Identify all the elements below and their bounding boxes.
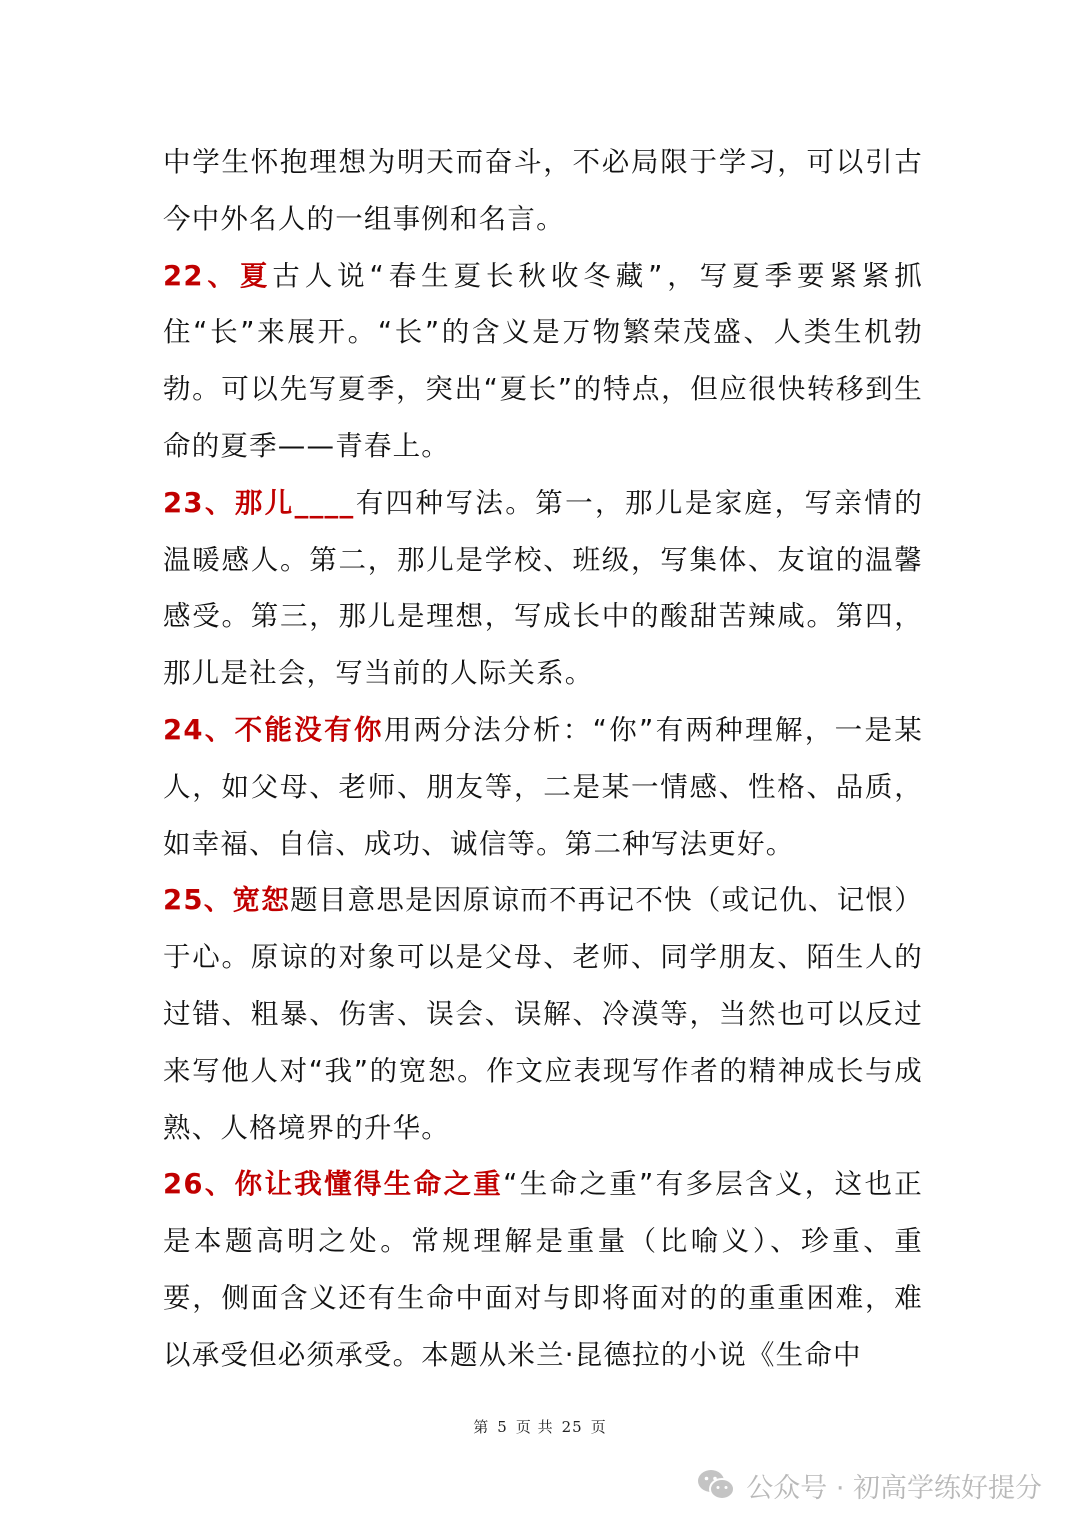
- paragraph-text: 题目意思是因原谅而不再记不快（或记仇、记恨）于心。原谅的对象可以是父母、老师、同学朋友、陌生人的过错、粗暴、伤害、误会、误解、冷漠等，当然也可以反过来写他人对“我”的宽恕。作文应表现写作者的精神成长与成熟、人格境界的升华。: [163, 884, 923, 1144]
- wechat-watermark: [696, 1463, 1042, 1507]
- item-number: 25、: [163, 884, 233, 917]
- page-number: 5: [497, 1418, 508, 1436]
- paragraph: [163, 872, 923, 1156]
- paragraph: [163, 134, 923, 248]
- paragraph-text: “生命之重”有多层含义，这也正是本题高明之处。常规理解是重量（比喻义）、珍重、重要，侧面含义还有生命中面对与即将面对的的重重困难，难以承受但必须承受。本题从米兰·昆德拉的小说《生命中: [163, 1168, 923, 1371]
- item-keyword: 宽恕: [232, 884, 291, 917]
- item-number: 24、: [163, 713, 235, 746]
- paragraph-text: 有四种写法。第一，那儿是家庭，写亲情的温暖感人。第二，那儿是学校、班级，写集体、友谊的温馨感受。第三，那儿是理想，写成长中的酸甜苦辣咸。第四，那儿是社会，写当前的人际关系。: [163, 486, 923, 690]
- item-keyword: 不能没有你: [234, 713, 384, 746]
- item-keyword: 那儿: [234, 486, 295, 519]
- item-number: 22、: [163, 259, 240, 292]
- paragraph: [163, 248, 923, 475]
- total-pages: 25: [561, 1418, 583, 1436]
- paragraph: [163, 1156, 923, 1383]
- paragraph: [163, 475, 923, 702]
- item-number: 23、: [163, 486, 235, 519]
- paragraph-text: 古人说“春生夏长秋收冬藏”，写夏季要紧紧抓住“长”来展开。“长”的含义是万物繁荣茂盛、人类生机勃勃。可以先写夏季，突出“夏长”的特点，但应很快转移到生命的夏季——青春上。: [163, 259, 923, 462]
- footer-mid: 页 共: [515, 1418, 554, 1436]
- footer-prefix: 第: [473, 1418, 490, 1436]
- paragraph-text: 用两分法分析：“你”有两种理解，一是某人，如父母、老师、朋友等，二是某一情感、性格、品质，如幸福、自信、成功、诚信等。第二种写法更好。: [163, 713, 924, 860]
- paragraph-text: 中学生怀抱理想为明天而奋斗，不必局限于学习，可以引古今中外名人的一组事例和名言。: [163, 146, 923, 235]
- paragraph: [163, 702, 923, 872]
- footer-suffix: 页: [590, 1418, 607, 1436]
- item-keyword: 你让我懂得生命之重: [234, 1168, 504, 1201]
- page-footer: [0, 1416, 1080, 1437]
- document-body: [163, 134, 923, 1384]
- wechat-icon: [696, 1467, 736, 1503]
- item-number: 26、: [163, 1168, 235, 1201]
- item-blank: ____: [294, 486, 355, 519]
- watermark-text: 公众号 · 初高学练好提分: [746, 1472, 1042, 1504]
- item-keyword: 夏: [239, 259, 273, 292]
